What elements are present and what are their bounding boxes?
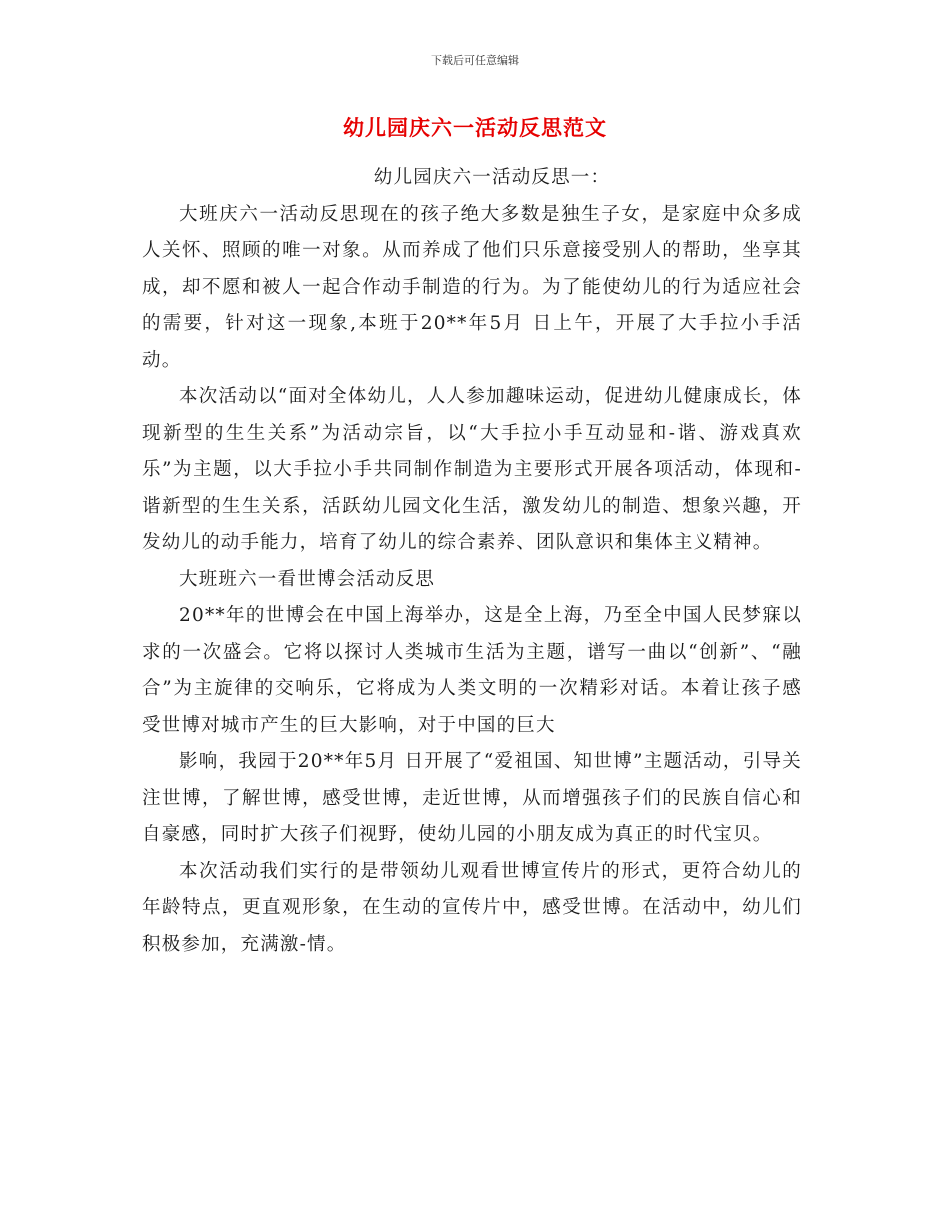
section-heading: 大班班六一看世博会活动反思 [179,568,436,590]
document-title: 幼儿园庆六一活动反思范文 [343,115,607,140]
paragraph: 20**年的世博会在中国上海举办，这是全上海，乃至全中国人民梦寐以求的一次盛会。它将以探讨人类城市生活为主题，谱写一曲以“创新”、“融合”为主旋律的交响乐，它将成为人类文明的一次精彩对话。本着让孩子感受世博对城市产生的巨大影响，对于中国的巨大 [142,605,802,736]
paragraph: 本次活动我们实行的是带领幼儿观看世博宣传片的形式，更符合幼儿的年龄特点，更直观形象，在生动的宣传片中，感受世博。在活动中，幼儿们积极参加，充满激-情。 [142,860,802,955]
paragraph: 影响，我园于20**年5月 日开展了“爱祖国、知世博”主题活动，引导关注世博，了解世博，感受世博，走近世博，从而增强孩子们的民族自信心和自豪感，同时扩大孩子们视野，使幼儿园的小朋友成为真正的时代宝贝。 [142,751,802,845]
document-body [142,160,802,963]
header-note: 下载后可任意编辑 [431,54,519,67]
paragraph: 大班庆六一活动反思现在的孩子绝大多数是独生子女，是家庭中众多成人关怀、照顾的唯一对象。从而养成了他们只乐意接受别人的帮助，坐享其成，却不愿和被人一起合作动手制造的行为。为了能使幼儿的行为适应社会的需要，针对这一现象,本班于20**年5月 日上午，开展了大手拉小手活动。 [142,203,802,371]
section-subtitle: 幼儿园庆六一活动反思一： [373,167,611,188]
paragraph: 本次活动以“面对全体幼儿，人人参加趣味运动，促进幼儿健康成长，体现新型的生生关系”为活动宗旨，以“大手拉小手互动显和-谐、游戏真欢乐”为主题，以大手拉小手共同制作制造为主要形式开展各项活动，体现和-谐新型的生生关系，活跃幼儿园文化生活，激发幼儿的制造、想象兴趣，开发幼儿的动手能力，培育了幼儿的综合素养、团队意识和集体主义精神。 [142,386,802,553]
